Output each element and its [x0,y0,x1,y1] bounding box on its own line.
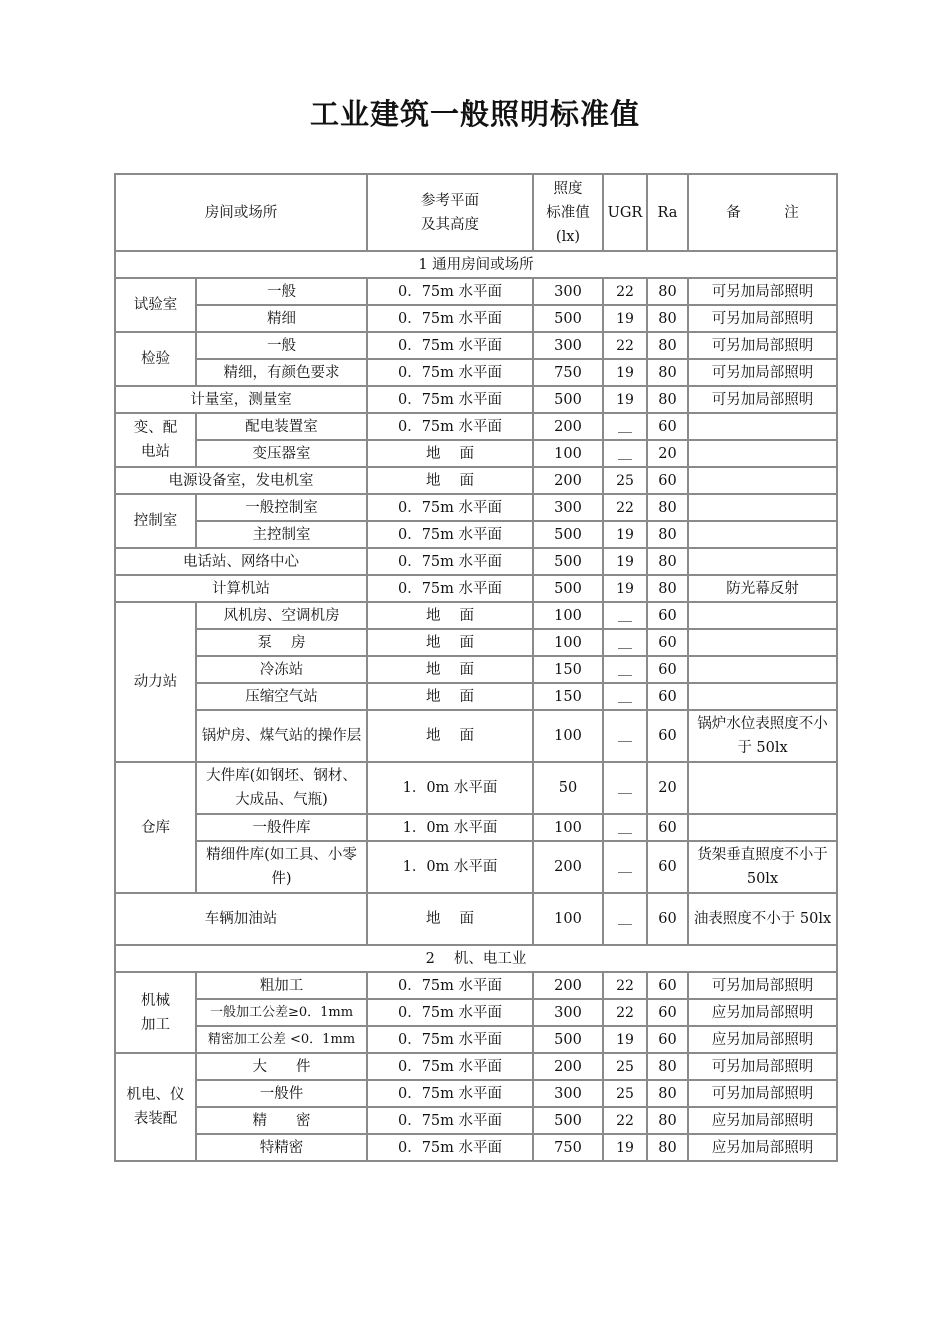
illuminance-value: 200 [533,972,603,999]
reference-plane: 0．75m 水平面 [367,548,533,575]
group-label: 试验室 [115,278,196,332]
ugr-value: 19 [603,521,647,548]
header-ugr: UGR [603,174,647,251]
reference-plane: 地 面 [367,629,533,656]
table-row [115,575,837,602]
room-name: 电话站、网络中心 [115,548,367,575]
note: 可另加局部照明 [688,1080,837,1107]
reference-plane: 0．75m 水平面 [367,386,533,413]
room-name: 一般 [196,278,367,305]
ra-value: 60 [647,602,688,629]
note [688,602,837,629]
ugr-value: ＿ [603,893,647,945]
header-plane: 参考平面 及其高度 [367,174,533,251]
table-row [115,1080,837,1107]
table-row [115,841,837,893]
ra-value: 60 [647,629,688,656]
reference-plane: 地 面 [367,440,533,467]
ugr-value: ＿ [603,841,647,893]
ugr-value: 19 [603,1026,647,1053]
illuminance-value: 300 [533,278,603,305]
illuminance-value: 300 [533,999,603,1026]
reference-plane: 0．75m 水平面 [367,332,533,359]
header-note: 备 注 [688,174,837,251]
group-label: 仓库 [115,762,196,893]
ra-value: 60 [647,972,688,999]
ugr-value: 22 [603,972,647,999]
table-row [115,814,837,841]
room-name: 粗加工 [196,972,367,999]
group-label: 变、配 电站 [115,413,196,467]
table-row [115,359,837,386]
ugr-value: 22 [603,278,647,305]
note: 锅炉水位表照度不小于 50lx [688,710,837,762]
ugr-value: ＿ [603,814,647,841]
table-row [115,1134,837,1161]
table-row [115,710,837,762]
illuminance-value: 200 [533,467,603,494]
ra-value: 60 [647,893,688,945]
table-row [115,602,837,629]
note [688,440,837,467]
ugr-value: 19 [603,575,647,602]
ra-value: 80 [647,521,688,548]
table-row [115,999,837,1026]
note: 防光幕反射 [688,575,837,602]
group-label: 机械 加工 [115,972,196,1053]
ugr-value: 22 [603,332,647,359]
ra-value: 80 [647,1107,688,1134]
ugr-value: ＿ [603,629,647,656]
room-name: 一般控制室 [196,494,367,521]
table-row [115,1107,837,1134]
illuminance-value: 300 [533,332,603,359]
ra-value: 60 [647,1026,688,1053]
illuminance-value: 500 [533,521,603,548]
note [688,521,837,548]
room-name: 特精密 [196,1134,367,1161]
illuminance-value: 500 [533,548,603,575]
ugr-value: ＿ [603,762,647,814]
section-title: 2 机、电工业 [115,945,837,972]
ugr-value: 22 [603,1107,647,1134]
ugr-value: ＿ [603,710,647,762]
ugr-value: 19 [603,359,647,386]
room-name: 变压器室 [196,440,367,467]
note: 应另加局部照明 [688,1107,837,1134]
table-row [115,386,837,413]
table-row [115,413,837,440]
illuminance-value: 750 [533,1134,603,1161]
reference-plane: 地 面 [367,656,533,683]
illuminance-value: 100 [533,440,603,467]
note [688,494,837,521]
ra-value: 60 [647,413,688,440]
ra-value: 80 [647,386,688,413]
note: 货架垂直照度不小于 50lx [688,841,837,893]
note: 应另加局部照明 [688,1026,837,1053]
reference-plane: 0．75m 水平面 [367,521,533,548]
table-row [115,893,837,945]
lighting-standard-table [114,173,838,1162]
ra-value: 60 [647,841,688,893]
room-name: 压缩空气站 [196,683,367,710]
room-name: 计量室，测量室 [115,386,367,413]
ugr-value: 22 [603,494,647,521]
table-row [115,521,837,548]
room-name: 一般件库 [196,814,367,841]
ra-value: 60 [647,683,688,710]
reference-plane: 1．0m 水平面 [367,762,533,814]
ugr-value: ＿ [603,440,647,467]
table-row [115,629,837,656]
table-row [115,440,837,467]
table-row [115,1053,837,1080]
illuminance-value: 150 [533,656,603,683]
ugr-value: 19 [603,386,647,413]
ra-value: 80 [647,1080,688,1107]
ra-value: 80 [647,359,688,386]
note [688,548,837,575]
ugr-value: 19 [603,305,647,332]
ra-value: 80 [647,494,688,521]
illuminance-value: 100 [533,710,603,762]
room-name: 精细 [196,305,367,332]
note [688,814,837,841]
room-name: 精细件库(如工具、小零件) [196,841,367,893]
note: 可另加局部照明 [688,359,837,386]
header-ra: Ra [647,174,688,251]
ugr-value: 22 [603,999,647,1026]
ra-value: 60 [647,814,688,841]
table-row [115,1026,837,1053]
ra-value: 60 [647,999,688,1026]
reference-plane: 地 面 [367,683,533,710]
illuminance-value: 200 [533,413,603,440]
room-name: 锅炉房、煤气站的操作层 [196,710,367,762]
room-name: 泵 房 [196,629,367,656]
reference-plane: 1．0m 水平面 [367,841,533,893]
illuminance-value: 750 [533,359,603,386]
illuminance-value: 500 [533,386,603,413]
note: 可另加局部照明 [688,305,837,332]
illuminance-value: 100 [533,893,603,945]
ra-value: 80 [647,305,688,332]
illuminance-value: 500 [533,1107,603,1134]
ra-value: 20 [647,762,688,814]
ra-value: 80 [647,1134,688,1161]
note: 应另加局部照明 [688,1134,837,1161]
illuminance-value: 500 [533,305,603,332]
ugr-value: 19 [603,1134,647,1161]
note: 可另加局部照明 [688,386,837,413]
room-name: 主控制室 [196,521,367,548]
note [688,656,837,683]
reference-plane: 0．75m 水平面 [367,575,533,602]
ra-value: 80 [647,332,688,359]
room-name: 一般 [196,332,367,359]
ra-value: 80 [647,548,688,575]
ra-value: 60 [647,467,688,494]
header-lux: 照度 标准值 (lx) [533,174,603,251]
ugr-value: ＿ [603,602,647,629]
ra-value: 80 [647,575,688,602]
ugr-value: 25 [603,467,647,494]
reference-plane: 0．75m 水平面 [367,999,533,1026]
reference-plane: 地 面 [367,602,533,629]
group-label: 检验 [115,332,196,386]
room-name: 配电装置室 [196,413,367,440]
note: 可另加局部照明 [688,278,837,305]
ugr-value: ＿ [603,683,647,710]
section-row [115,251,837,278]
header-row [115,174,837,251]
ra-value: 60 [647,710,688,762]
ugr-value: ＿ [603,656,647,683]
room-name: 电源设备室，发电机室 [115,467,367,494]
illuminance-value: 100 [533,814,603,841]
room-name: 一般加工公差≥0．1mm [196,999,367,1026]
reference-plane: 地 面 [367,893,533,945]
ra-value: 80 [647,1053,688,1080]
room-name: 大件库(如钢坯、钢材、大成品、气瓶) [196,762,367,814]
note [688,683,837,710]
room-name: 精细，有颜色要求 [196,359,367,386]
ra-value: 20 [647,440,688,467]
table-row [115,494,837,521]
reference-plane: 0．75m 水平面 [367,1026,533,1053]
table-row [115,683,837,710]
note [688,762,837,814]
illuminance-value: 50 [533,762,603,814]
room-name: 风机房、空调机房 [196,602,367,629]
room-name: 一般件 [196,1080,367,1107]
room-name: 车辆加油站 [115,893,367,945]
room-name: 冷冻站 [196,656,367,683]
table-row [115,278,837,305]
table-row [115,972,837,999]
section-title: 1 通用房间或场所 [115,251,837,278]
group-label: 动力站 [115,602,196,762]
reference-plane: 1．0m 水平面 [367,814,533,841]
reference-plane: 0．75m 水平面 [367,278,533,305]
ugr-value: 25 [603,1053,647,1080]
table-row [115,656,837,683]
table-row [115,332,837,359]
illuminance-value: 300 [533,494,603,521]
note: 油表照度不小于 50lx [688,893,837,945]
room-name: 计算机站 [115,575,367,602]
reference-plane: 0．75m 水平面 [367,1080,533,1107]
ugr-value: ＿ [603,413,647,440]
header-room: 房间或场所 [115,174,367,251]
room-name: 精密加工公差 <0．1mm [196,1026,367,1053]
group-label: 机电、仪 表装配 [115,1053,196,1161]
illuminance-value: 200 [533,1053,603,1080]
reference-plane: 0．75m 水平面 [367,972,533,999]
illuminance-value: 100 [533,629,603,656]
table-row [115,305,837,332]
reference-plane: 0．75m 水平面 [367,1053,533,1080]
note [688,413,837,440]
reference-plane: 0．75m 水平面 [367,1134,533,1161]
illuminance-value: 200 [533,841,603,893]
reference-plane: 0．75m 水平面 [367,494,533,521]
reference-plane: 0．75m 水平面 [367,305,533,332]
reference-plane: 地 面 [367,710,533,762]
reference-plane: 0．75m 水平面 [367,1107,533,1134]
note [688,467,837,494]
illuminance-value: 500 [533,575,603,602]
ra-value: 80 [647,278,688,305]
note: 可另加局部照明 [688,972,837,999]
group-label: 控制室 [115,494,196,548]
note: 可另加局部照明 [688,332,837,359]
room-name: 精 密 [196,1107,367,1134]
page-title: 工业建筑一般照明标准值 [309,97,640,131]
section-row [115,945,837,972]
note: 可另加局部照明 [688,1053,837,1080]
room-name: 大 件 [196,1053,367,1080]
table-row [115,467,837,494]
illuminance-value: 100 [533,602,603,629]
note [688,629,837,656]
ugr-value: 25 [603,1080,647,1107]
reference-plane: 0．75m 水平面 [367,413,533,440]
table-row [115,762,837,814]
ra-value: 60 [647,656,688,683]
reference-plane: 0．75m 水平面 [367,359,533,386]
table-row [115,548,837,575]
illuminance-value: 300 [533,1080,603,1107]
illuminance-value: 150 [533,683,603,710]
ugr-value: 19 [603,548,647,575]
illuminance-value: 500 [533,1026,603,1053]
note: 应另加局部照明 [688,999,837,1026]
reference-plane: 地 面 [367,467,533,494]
